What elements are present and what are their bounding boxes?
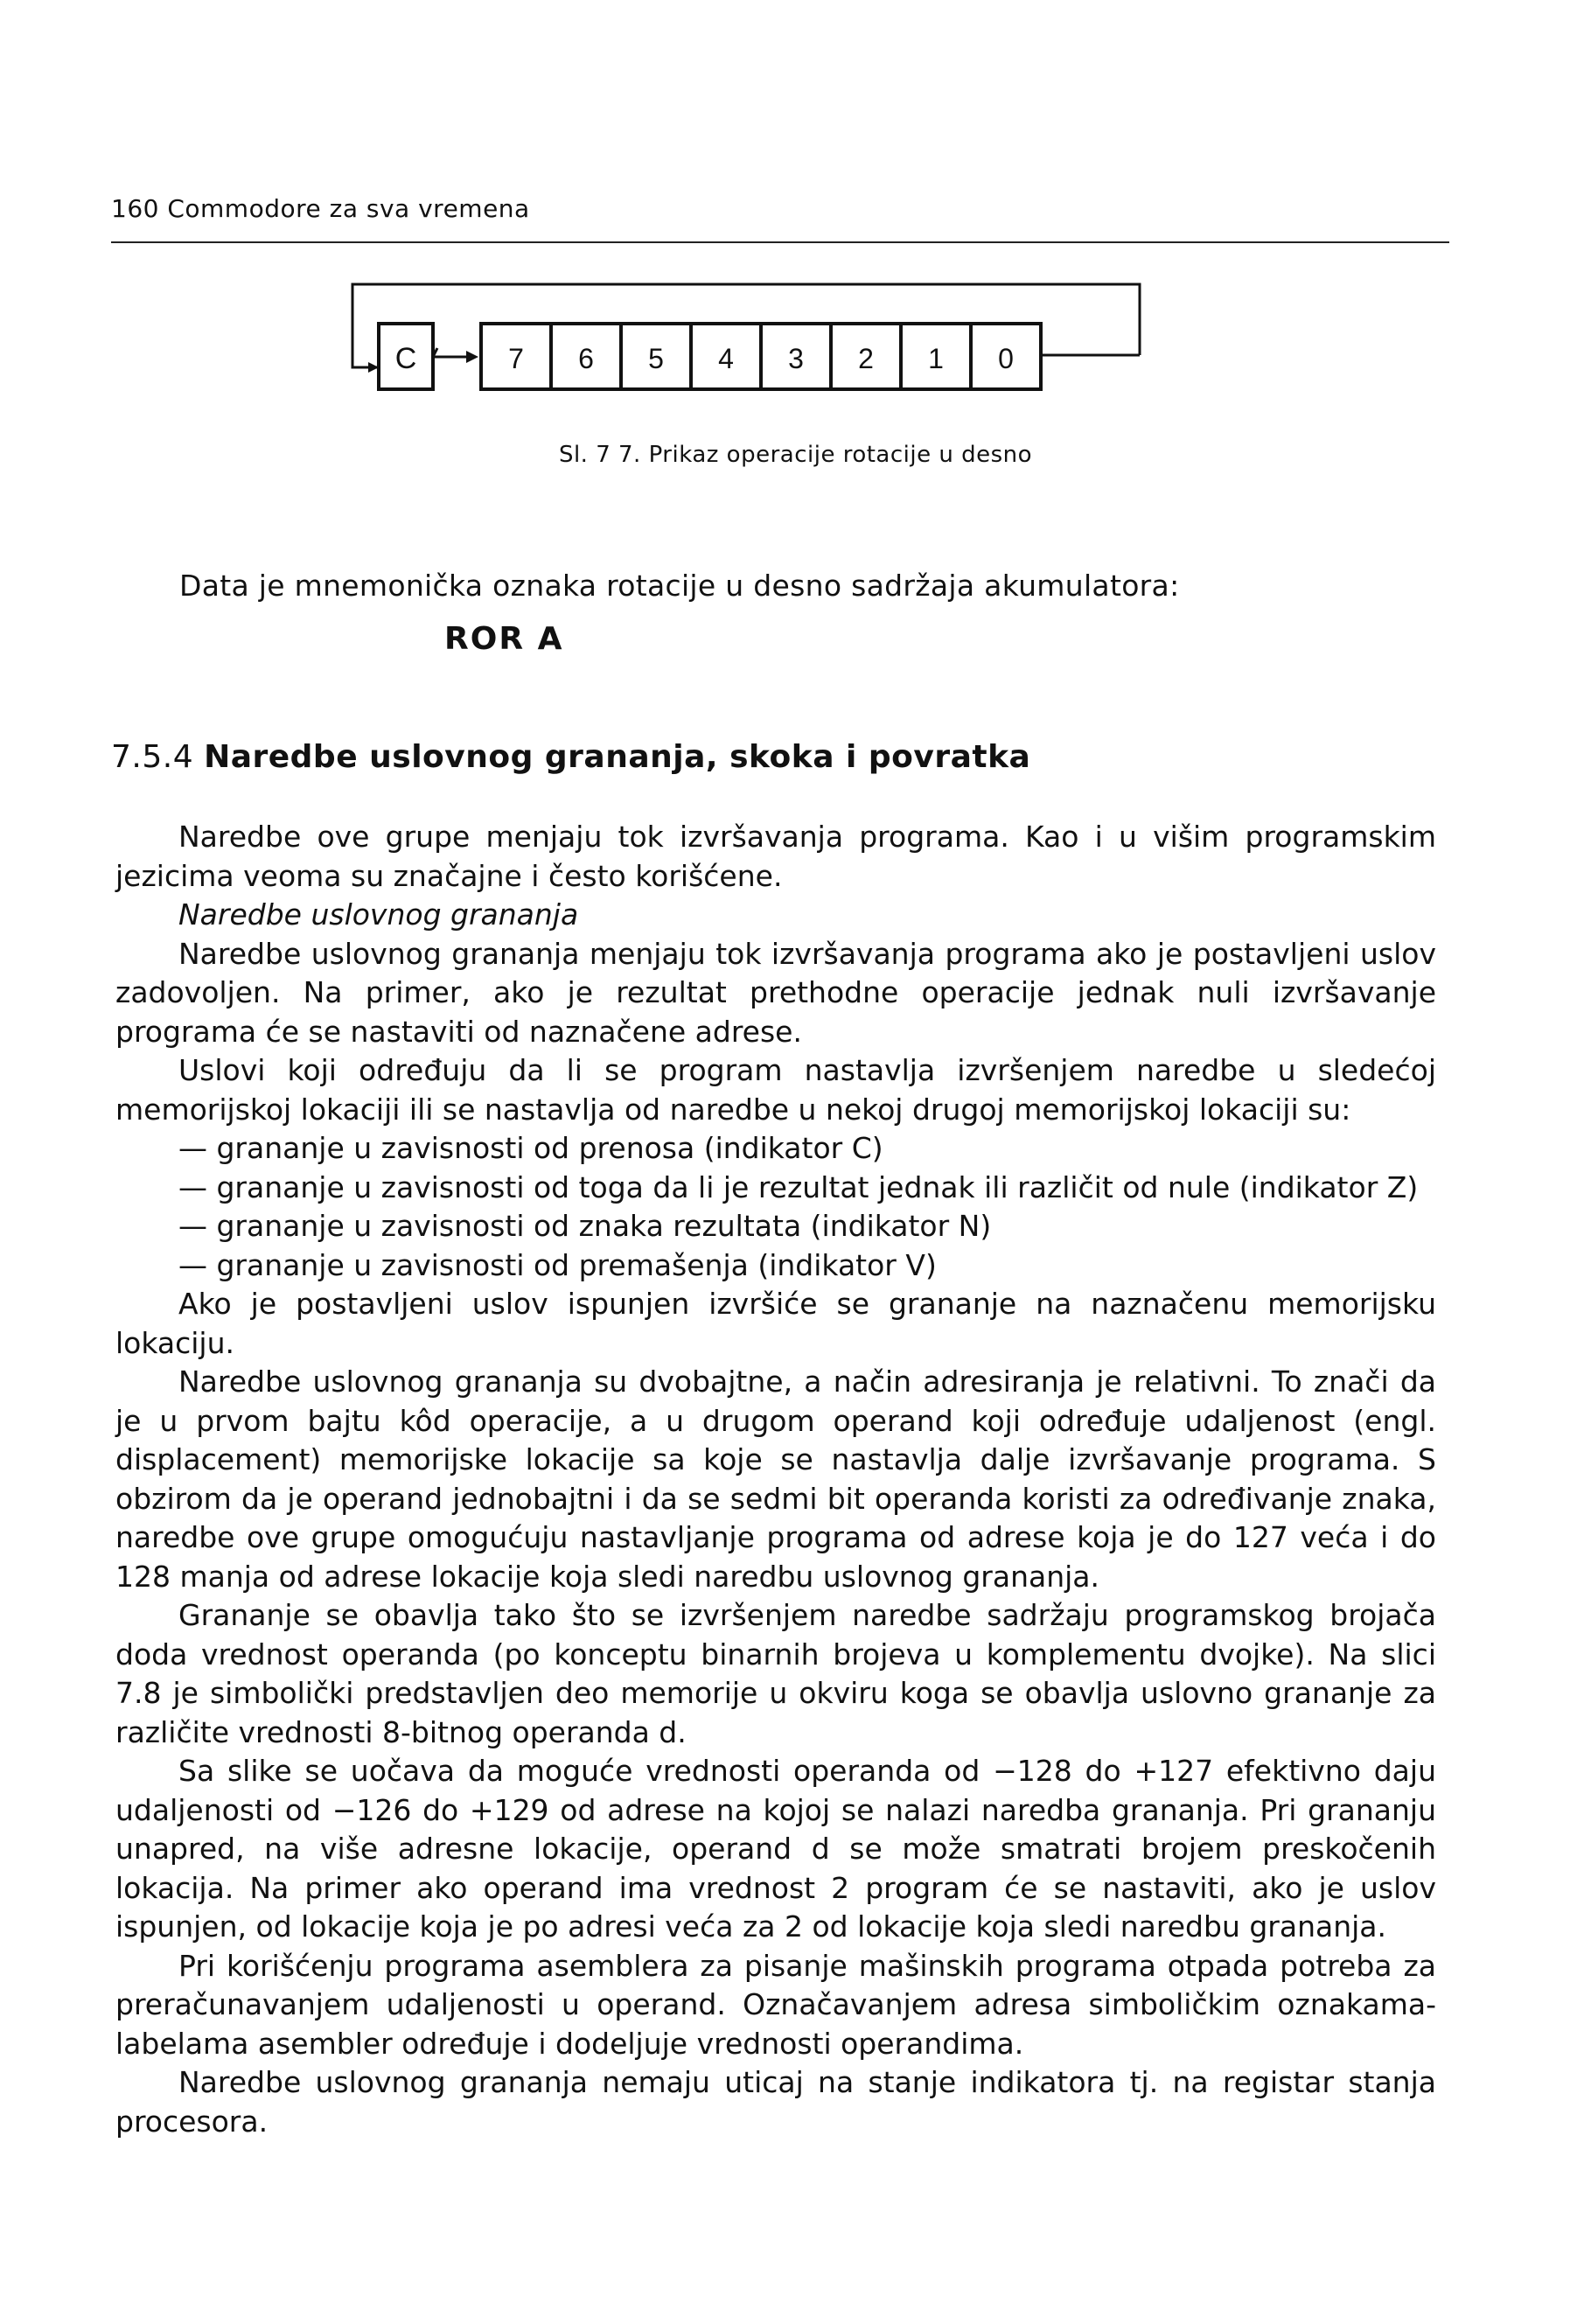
bit-label: 2 [858, 343, 874, 374]
paragraph: Naredbe uslovnog grananja menjaju tok izvršavanja programa ako je postavljeni uslov zadovoljen. Na primer, ako je rezultat prethodne operacije jednak nuli izvršavanje programa će se nastaviti od naznačene adrese. [115, 936, 1436, 1049]
running-header: 160 Commodore za sva vremena [111, 194, 530, 223]
condition-list [178, 1129, 1436, 1285]
code-line: ROR A [444, 621, 564, 657]
carry-arrowhead [466, 351, 478, 363]
carry-label: C [394, 342, 417, 375]
paragraph: Sa slike se uočava da moguće vrednosti operanda od −128 do +127 efektivno daju udaljenosti od −126 do +129 od adrese na kojoj se nalazi naredba grananja. Pri grananju unapred, na više adresne lokacije, operand d se može smatrati brojem preskočenih lokacija. Na primer ako operand ima vrednost 2 program će se nastaviti, ako je uslov ispunjen, od lokacije koja je po adresi veća za 2 od lokacije koja sledi naredbu grananja. [115, 1754, 1436, 1944]
body-text [115, 818, 1436, 2141]
paragraph: Ako je postavljeni uslov ispunjen izvršiće se grananje na naznačenu memorijsku lokaciju. [115, 1287, 1436, 1360]
section-title: Naredbe uslovnog grananja, skoka i povratka [204, 739, 1031, 775]
paragraph: Naredbe uslovnog grananja su dvobajtne, a način adresiranja je relativni. To znači da je u prvom bajtu kôd operacije, a u drugom operand koji određuje udaljenost (engl. displacement) memorijske lokacije sa koje se nastavlja dalje izvršavanje programa. S obzirom da je operand jednobajtni i da se sedmi bit operanda koristi za određivanje znaka, naredbe ove grupe omogućuju nastavljanje programa od adrese koja je do 127 veća i do 128 manja od adrese lokacije koja sledi naredbu uslovnog grananja. [115, 1364, 1436, 1594]
bit-label: 3 [788, 343, 804, 374]
paragraph: Pri korišćenju programa asemblera za pisanje mašinskih programa otpada potreba za preračunavanjem udaljenosti u operand. Označavanjem adresa simboličkim oznakama-labelama asembler određuje i dodeljuje vrednosti operandima. [115, 1948, 1436, 2061]
bit-label: 6 [578, 343, 594, 374]
bit-label: 5 [648, 343, 664, 374]
bit-label: 0 [998, 343, 1014, 374]
section-number: 7.5.4 [111, 739, 194, 775]
paragraph: Grananje se obavlja tako što se izvršenjem naredbe sadržaju programskog brojača doda vrednost operanda (po konceptu binarnih brojeva u komplementu dvojke). Na slici 7.8 je simbolički predstavljen deo memorije u okviru koga se obavlja uslovno grananje za različite vrednosti 8-bitnog operanda d. [115, 1598, 1436, 1749]
bit-label: 1 [928, 343, 944, 374]
section-heading [111, 739, 1030, 775]
list-item: — grananje u zavisnosti od premašenja (indikator V) [178, 1247, 937, 1282]
register-bits [481, 324, 1041, 389]
bit-label: 7 [508, 343, 524, 374]
subheading: Naredbe uslovnog grananja [178, 897, 579, 932]
bit-label: 4 [718, 343, 734, 374]
paragraph: Naredbe ove grupe menjaju tok izvršavanja programa. Kao i u višim programskim jezicima veoma su značajne i često korišćene. [115, 820, 1436, 893]
paragraph: Uslovi koji određuju da li se program nastavlja izvršenjem naredbe u sledećoj memorijskoj lokaciji ili se nastavlja od naredbe u nekoj drugoj memorijskoj lokaciji su: [115, 1053, 1436, 1127]
intro-sentence: Data je mnemonička oznaka rotacije u desno sadržaja akumulatora: [179, 569, 1180, 603]
figure-caption: Sl. 7 7. Prikaz operacije rotacije u desno [558, 442, 1033, 468]
list-item: — grananje u zavisnosti od znaka rezultata (indikator N) [178, 1209, 992, 1243]
list-item: — grananje u zavisnosti od prenosa (indikator C) [178, 1131, 883, 1165]
list-item: — grananje u zavisnosti od toga da li je rezultat jednak ili različit od nule (indikator Z) [178, 1169, 1419, 1204]
rotation-diagram [345, 278, 1150, 413]
paragraph: Naredbe uslovnog grananja nemaju uticaj na stanje indikatora tj. na registar stanja procesora. [115, 2065, 1436, 2139]
header-rule [111, 241, 1449, 243]
